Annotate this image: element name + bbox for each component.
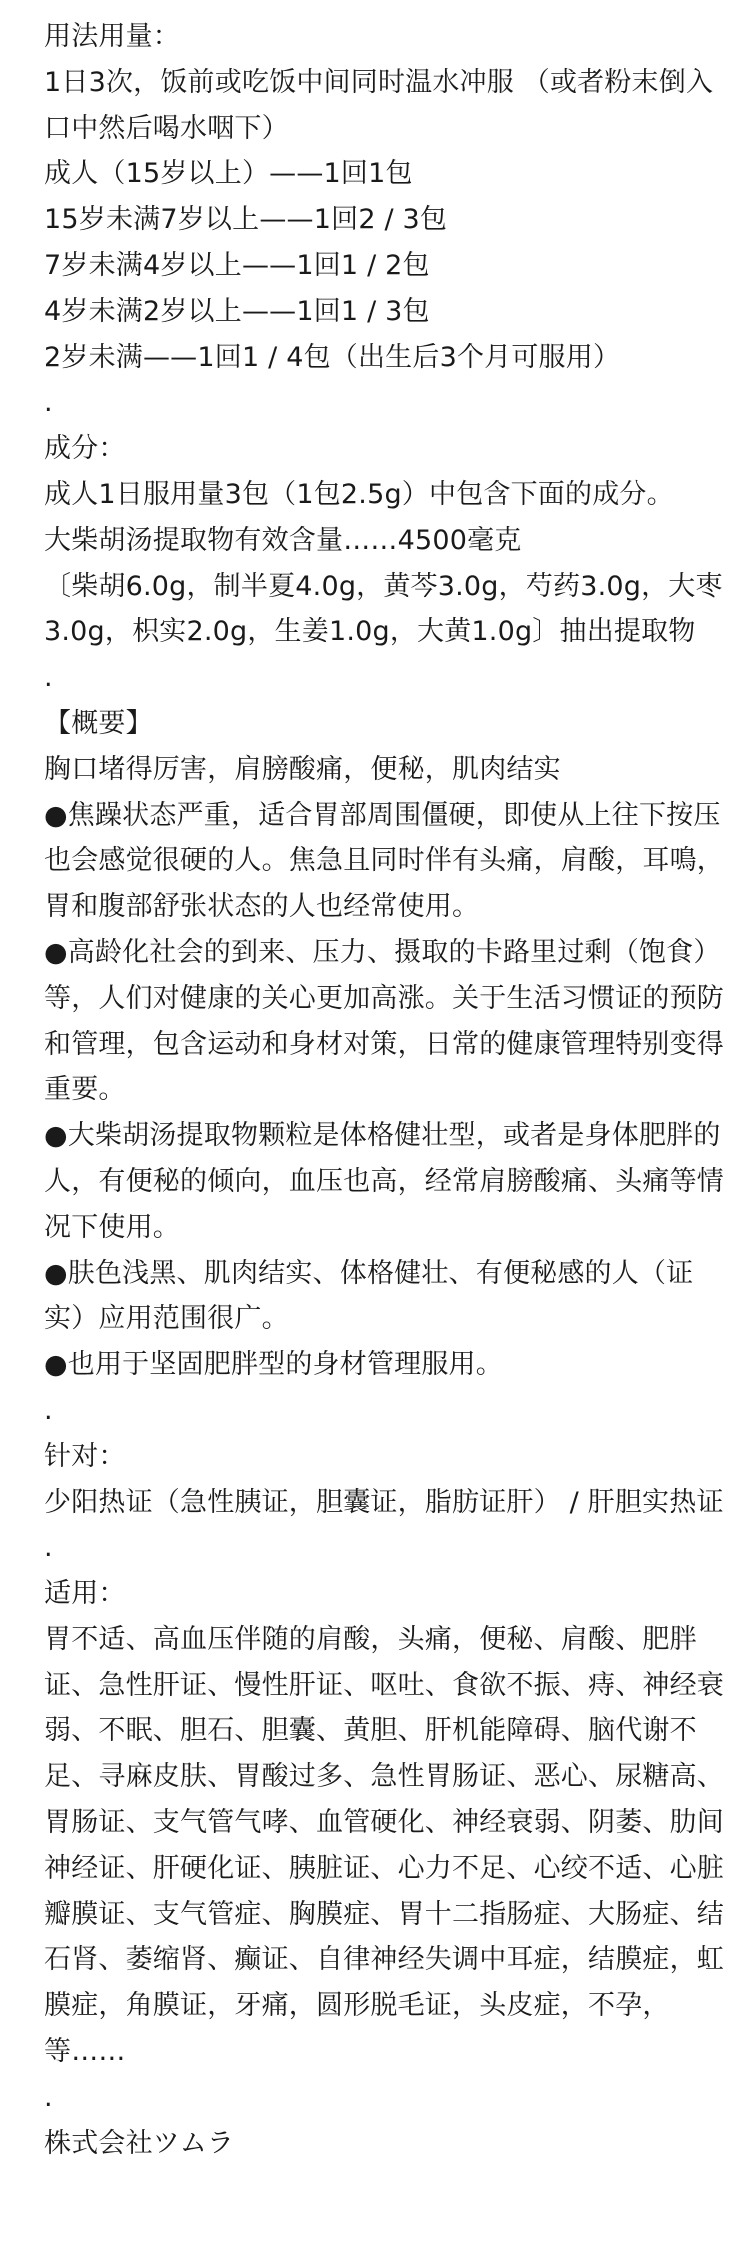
overview-line: 胸口堵得厉害，肩膀酸痛，便秘，肌肉结实 — [44, 753, 561, 785]
usage-line: 7岁未满4岁以上——1回1 / 2包 — [44, 249, 430, 281]
usage-line: 4岁未满2岁以上——1回1 / 3包 — [44, 295, 430, 327]
overview-bullet: ●焦躁状态严重，适合胃部周围僵硬，即使从上往下按压也会感觉很硬的人。焦急且同时伴有头痛，肩酸，耳鳴，胃和腹部舒张状态的人也经常使用。 — [44, 799, 724, 923]
overview-heading: 【概要】 — [44, 707, 153, 739]
company-name: 株式会社ツムラ — [44, 2127, 235, 2159]
target-line: 少阳热证（急性胰证，胆囊证，脂肪证肝） / 肝胆实热证 — [44, 1486, 724, 1518]
indications-line: 胃不适、高血压伴随的肩酸，头痛，便秘、肩酸、肥胖证、急性肝证、慢性肝证、呕吐、食欲不振、痔、神经衰弱、不眠、胆石、胆囊、黄胆、肝机能障碍、脑代谢不足、寻麻皮肤、胃酸过多、急性胃肠证、恶心、尿糖高、胃肠证、支气管气哮、血管硬化、神经衰弱、阴萎、肋间神经证、肝硬化证、胰脏证、心力不足、心绞不适、心脏瓣膜证、支气管症、胸膜症、胃十二指肠症、大肠症、结石肾、萎缩肾、癫证、自律神经失调中耳症，结膜症，虹膜症，角膜证，牙痛，圆形脱毛证，头皮症，不孕，等…… — [44, 1623, 724, 2068]
usage-line: 1日3次，饭前或吃饭中间同时温水冲服 （或者粉末倒入口中然后喝水咽下） — [44, 66, 714, 144]
ingredients-line: 〔柴胡6.0g，制半夏4.0g，黄芩3.0g，芍药3.0g，大枣3.0g，枳实2.0g，生姜1.0g，大黄1.0g〕抽出提取物 — [44, 570, 723, 648]
ingredients-line: 大柴胡汤提取物有效含量……4500毫克 — [44, 524, 522, 556]
separator-dot: . — [44, 1532, 53, 1564]
indications-heading: 适用： — [44, 1578, 126, 1610]
overview-bullet: ●也用于坚固肥胖型的身材管理服用。 — [44, 1349, 503, 1381]
overview-bullet: ●肤色浅黑、肌肉结实、体格健壮、有便秘感的人（证实）应用范围很广。 — [44, 1257, 694, 1335]
target-heading: 针对： — [44, 1440, 126, 1472]
separator-dot: . — [44, 2081, 53, 2113]
overview-section — [44, 701, 730, 1388]
usage-section — [44, 14, 730, 380]
ingredients-section — [44, 426, 730, 655]
separator-dot: . — [44, 1394, 53, 1426]
usage-line: 15岁未满7岁以上——1回2 / 3包 — [44, 204, 448, 236]
ingredients-line: 成人1日服用量3包（1包2.5g）中包含下面的成分。 — [44, 478, 674, 510]
separator-dot: . — [44, 662, 53, 694]
target-section — [44, 1434, 730, 1526]
indications-section — [44, 1571, 730, 2075]
overview-bullet: ●大柴胡汤提取物颗粒是体格健壮型，或者是身体肥胖的人，有便秘的倾向，血压也高，经常肩膀酸痛、头痛等情况下使用。 — [44, 1120, 724, 1243]
usage-line: 2岁未满——1回1 / 4包（出生后3个月可服用） — [44, 341, 621, 373]
ingredients-heading: 成分： — [44, 433, 126, 465]
separator-dot: . — [44, 387, 53, 419]
usage-heading: 用法用量： — [44, 21, 180, 52]
usage-line: 成人（15岁以上）——1回1包 — [44, 158, 413, 190]
overview-bullet: ●高龄化社会的到来、压力、摄取的卡路里过剩（饱食）等，人们对健康的关心更加高涨。关于生活习惯证的预防和管理，包含运动和身材对策，日常的健康管理特别变得重要。 — [44, 936, 724, 1106]
